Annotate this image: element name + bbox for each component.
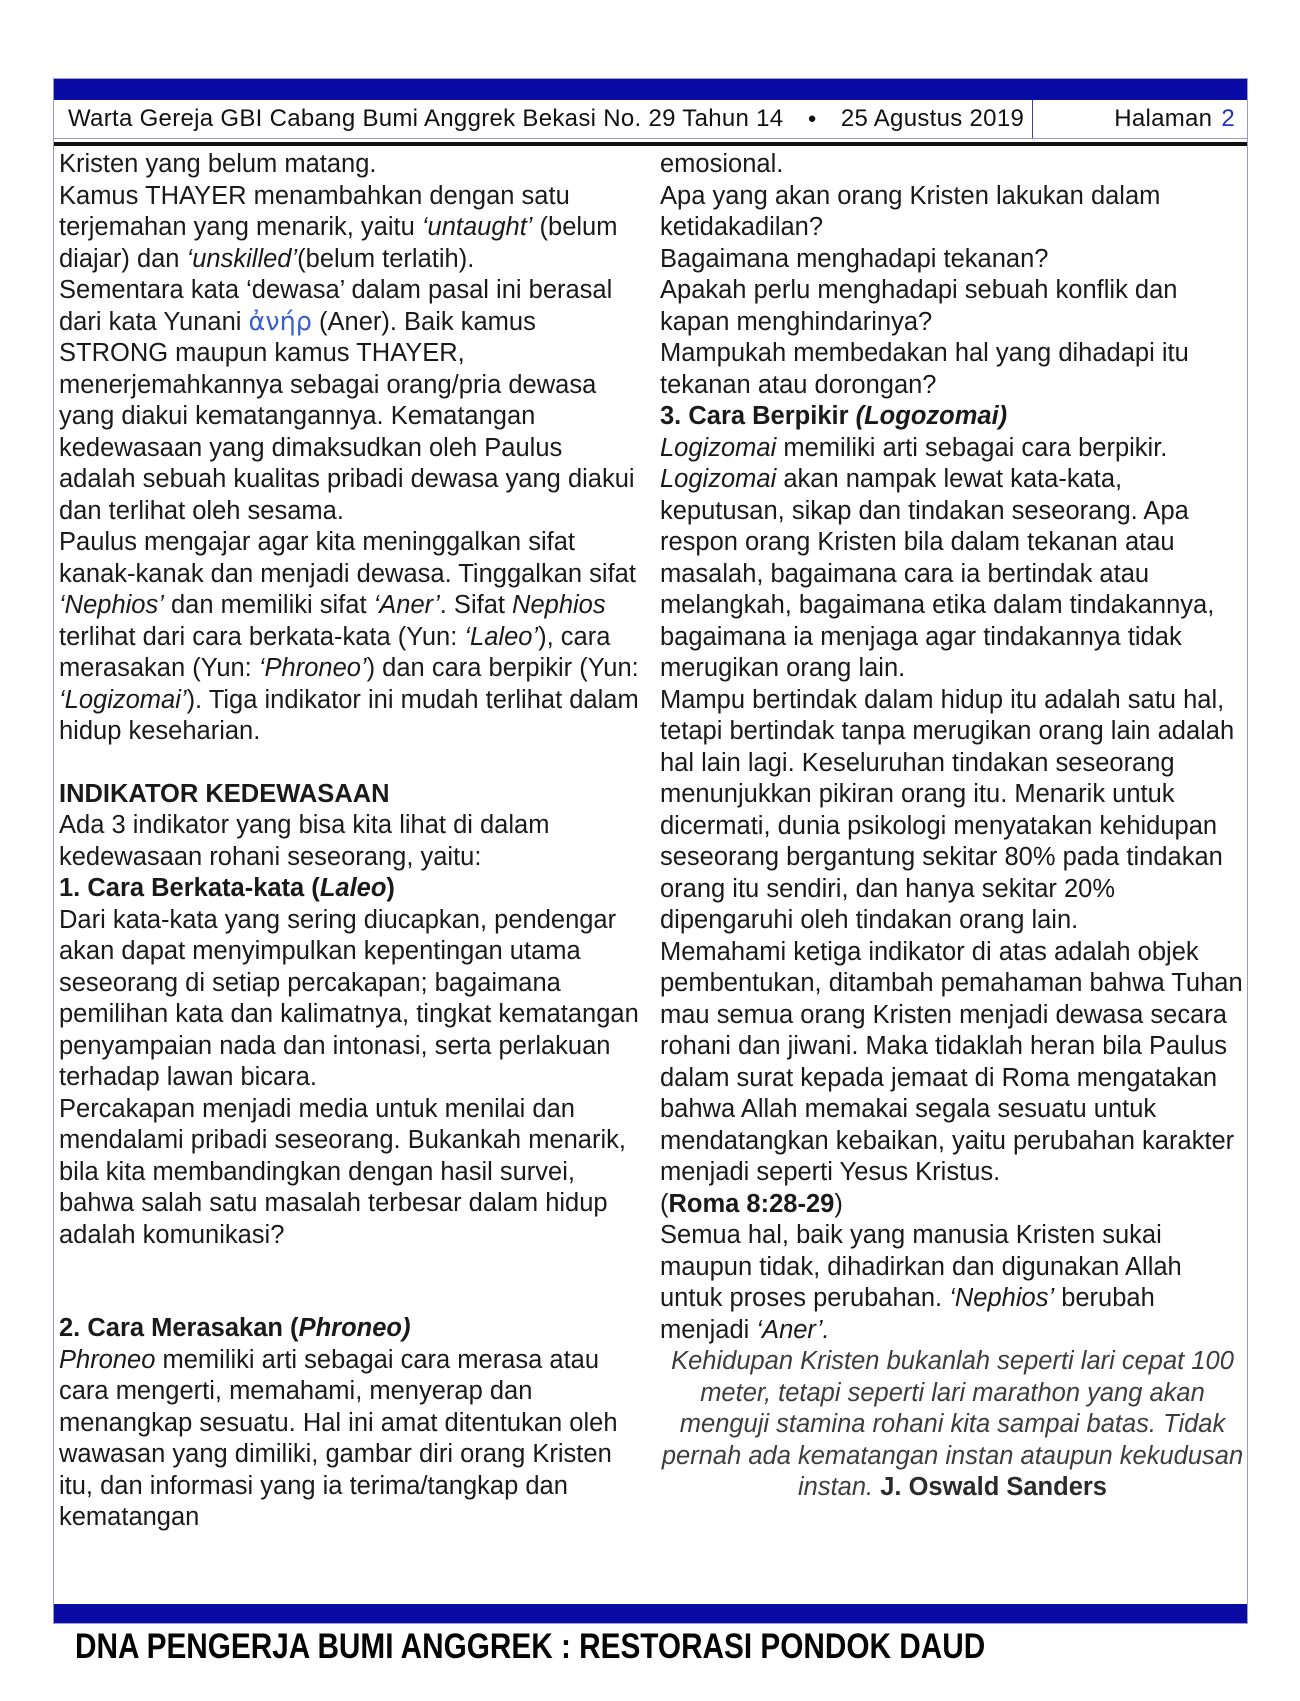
text-segment: ‘unskilled’: [186, 244, 298, 273]
scripture-reference: [660, 1189, 1245, 1221]
paragraph: [59, 275, 643, 527]
header-top-bar: [54, 79, 1247, 100]
text-segment: Logizomai: [660, 465, 784, 493]
masthead: [54, 100, 1247, 139]
text-segment: Nephios: [512, 591, 606, 619]
text-segment: ‘Laleo’: [464, 622, 539, 651]
text-segment: 2. Cara Merasakan (: [59, 1314, 299, 1342]
bulletin-title: Warta Gereja GBI Cabang Bumi Anggrek Bekasi No. 29 Tahun 14: [68, 105, 784, 132]
section-heading: [660, 401, 1245, 433]
paragraph: [660, 937, 1245, 1189]
text-segment: akan nampak lewat kata-kata, keputusan, sikap dan tindakan seseorang. Apa respon orang Kristen bila dalam tekanan atau masalah, bagaimana cara ia bertindak atau melangkah, bagaimana etika dalam tindakannya, bagaimana ia menjaga agar tindakannya tidak merugikan orang lain.: [660, 465, 1215, 682]
text-segment: Paulus mengajar agar kita meninggalkan sifat kanak-kanak dan menjadi dewasa. Tinggalkan sifat: [59, 528, 636, 588]
paragraph: [660, 685, 1245, 937]
text-segment: ‘untaught’: [421, 213, 533, 241]
left-column: [54, 149, 643, 1604]
text-segment: Apa yang akan orang Kristen lakukan dalam ketidakadilan?: [660, 181, 1161, 241]
text-segment: (: [660, 1189, 669, 1218]
article-body: [54, 146, 1247, 1604]
paragraph: [660, 244, 1245, 276]
footer-title: DNA PENGERJA BUMI ANGGREK : RESTORASI PONDOK DAUD: [75, 1627, 986, 1666]
text-segment: Roma 8:28-29: [668, 1189, 835, 1218]
paragraph: [660, 433, 1245, 685]
closing-quote: [660, 1346, 1245, 1504]
text-segment: memiliki arti sebagai cara merasa atau cara mengerti, memahami, menyerap dan menangkap sesuatu. Hal ini amat ditentukan oleh wawasan yang dimiliki, gambar diri orang Kristen itu, dan informasi yang ia terima/tangkap dan kematangan: [59, 1345, 618, 1531]
text-segment: Apakah perlu menghadapi sebuah konflik dan kapan menghindarinya?: [660, 276, 1178, 336]
content-frame: [53, 78, 1248, 1624]
right-column: [660, 149, 1247, 1604]
text-segment: ‘Aner’: [373, 591, 440, 619]
text-segment: ‘Nephios’: [949, 1284, 1055, 1312]
text-segment: ἀνήρ: [248, 306, 312, 337]
text-segment: ). Tiga indikator ini mudah terlihat dalam hidup keseharian.: [59, 685, 639, 745]
text-segment: berubah menjadi: [660, 1284, 1155, 1344]
paragraph: [660, 1220, 1245, 1346]
paragraph: [59, 181, 643, 276]
section-heading: [59, 873, 643, 905]
text-segment: Logizomai: [660, 433, 784, 462]
paragraph: [59, 1094, 643, 1252]
text-segment: . Sifat: [439, 591, 513, 619]
text-segment: memiliki arti sebagai cara berpikir.: [783, 433, 1168, 462]
text-segment: Sementara kata ‘dewasa’ dalam pasal ini berasal dari kata Yunani: [59, 276, 613, 336]
text-segment: ‘Aner’.: [756, 1315, 830, 1344]
text-segment: Percakapan menjadi media untuk menilai dan mendalami pribadi seseorang. Bukankah menarik, bila kita membandingkan dengan hasil survei, bahwa salah satu masalah terbesar dalam hidup adalah komunikasi?: [59, 1094, 626, 1249]
section-heading: [59, 1313, 643, 1345]
text-segment: ‘Phroneo’: [258, 654, 367, 682]
page-number: 2: [1221, 105, 1235, 132]
page-number-cell: [1032, 100, 1247, 138]
text-segment: (Logozomai): [855, 402, 1008, 430]
paragraph: [660, 338, 1245, 401]
text-segment: ): [834, 1189, 843, 1218]
text-segment: Ada 3 indikator yang bisa kita lihat di dalam kedewasaan rohani seseorang, yaitu:: [59, 811, 550, 871]
text-segment: (Aner). Baik kamus STRONG maupun kamus THAYER, menerjemahkannya sebagai orang/pria dewasa yang diakui kematangannya. Kematangan kedewasaan yang dimaksudkan oleh Paulus adalah sebuah kualitas pribadi dewasa yang diakui dan terlihat oleh sesama.: [59, 307, 635, 525]
text-segment: emosional.: [660, 150, 784, 178]
text-segment: Mampukah membedakan hal yang dihadapi itu tekanan atau dorongan?: [660, 339, 1189, 399]
text-segment: Laleo: [319, 874, 387, 902]
text-segment: ‘Nephios’: [59, 591, 164, 619]
spacer: [59, 1251, 643, 1282]
text-segment: Memahami ketiga indikator di atas adalah objek pembentukan, ditambah pemahaman bahwa Tuhan mau semua orang Kristen menjadi dewasa secara rohani dan jiwani. Maka tidaklah heran bila Paulus dalam surat kepada jemaat di Roma mengatakan bahwa Allah memakai segala sesuatu untuk mendatangkan kebaikan, yaitu perubahan karakter menjadi seperti Yesus Kristus.: [660, 937, 1243, 1186]
text-segment: ): [386, 874, 395, 902]
paragraph: [660, 149, 1245, 181]
text-segment: Phroneo: [59, 1345, 163, 1374]
paragraph: [660, 275, 1245, 338]
text-segment: terlihat dari cara berkata-kata (Yun:: [59, 622, 465, 651]
section-heading: [59, 779, 643, 811]
masthead-title-cell: [54, 100, 1032, 138]
paragraph: [59, 810, 643, 873]
paragraph: [660, 181, 1245, 244]
text-segment: ), cara merasakan (Yun:: [59, 622, 611, 682]
spacer: [59, 748, 643, 779]
spacer: [59, 1282, 643, 1313]
page-label: Halaman: [1114, 105, 1213, 132]
issue-date: 25 Agustus 2019: [840, 105, 1025, 132]
text-segment: Semua hal, baik yang manusia Kristen sukai maupun tidak, dihadirkan dan digunakan Allah untuk proses perubahan.: [660, 1221, 1182, 1312]
text-segment: (belum diajar) dan: [59, 213, 618, 273]
text-segment: Kehidupan Kristen bukanlah seperti lari cepat 100 meter, tetapi seperti lari marathon yang akan menguji stamina rohani kita sampai batas. Tidak pernah ada kematangan instan ataupun kekudusan instan.: [661, 1347, 1244, 1501]
text-segment: Bagaimana menghadapi tekanan?: [660, 244, 1049, 273]
paragraph: [59, 1345, 643, 1534]
paragraph: [59, 905, 643, 1094]
text-segment: ) dan cara berpikir (Yun:: [366, 654, 639, 682]
text-segment: 1. Cara Berkata-kata (: [59, 874, 320, 902]
text-segment: Mampu bertindak dalam hidup itu adalah satu hal, tetapi bertindak tanpa merugikan orang lain adalah hal lain lagi. Keseluruhan tindakan seseorang menunjukkan pikiran orang itu. Menarik untuk dicermati, dunia psikologi menyatakan kehidupan seseorang bergantung sekitar 80% pada tindakan orang itu sendiri, dan hanya sekitar 20% dipengaruhi oleh tindakan orang lain.: [660, 685, 1235, 934]
text-segment: Kristen yang belum matang.: [59, 150, 377, 178]
text-segment: ‘Logizomai’: [59, 685, 187, 714]
text-segment: J. Oswald Sanders: [880, 1473, 1107, 1501]
bullet-separator-icon: ●: [807, 109, 817, 127]
text-segment: Phroneo): [298, 1314, 411, 1342]
text-segment: Dari kata-kata yang sering diucapkan, pendengar akan dapat menyimpulkan kepentingan utama seseorang di setiap percakapan; bagaimana pemilihan kata dan kalimatnya, tingkat kematangan penyampaian nada dan intonasi, serta perlakuan terhadap lawan bicara.: [59, 905, 639, 1091]
text-segment: dan memiliki sifat: [163, 591, 374, 619]
paragraph: [59, 527, 643, 748]
text-segment: 3. Cara Berpikir: [660, 402, 856, 430]
text-segment: Kamus THAYER menambahkan dengan satu terjemahan yang menarik, yaitu: [59, 181, 570, 241]
text-segment: INDIKATOR KEDEWASAAN: [59, 779, 390, 808]
paragraph: [59, 149, 643, 181]
footer-bar: [54, 1604, 1247, 1623]
text-segment: (belum terlatih).: [297, 244, 475, 273]
